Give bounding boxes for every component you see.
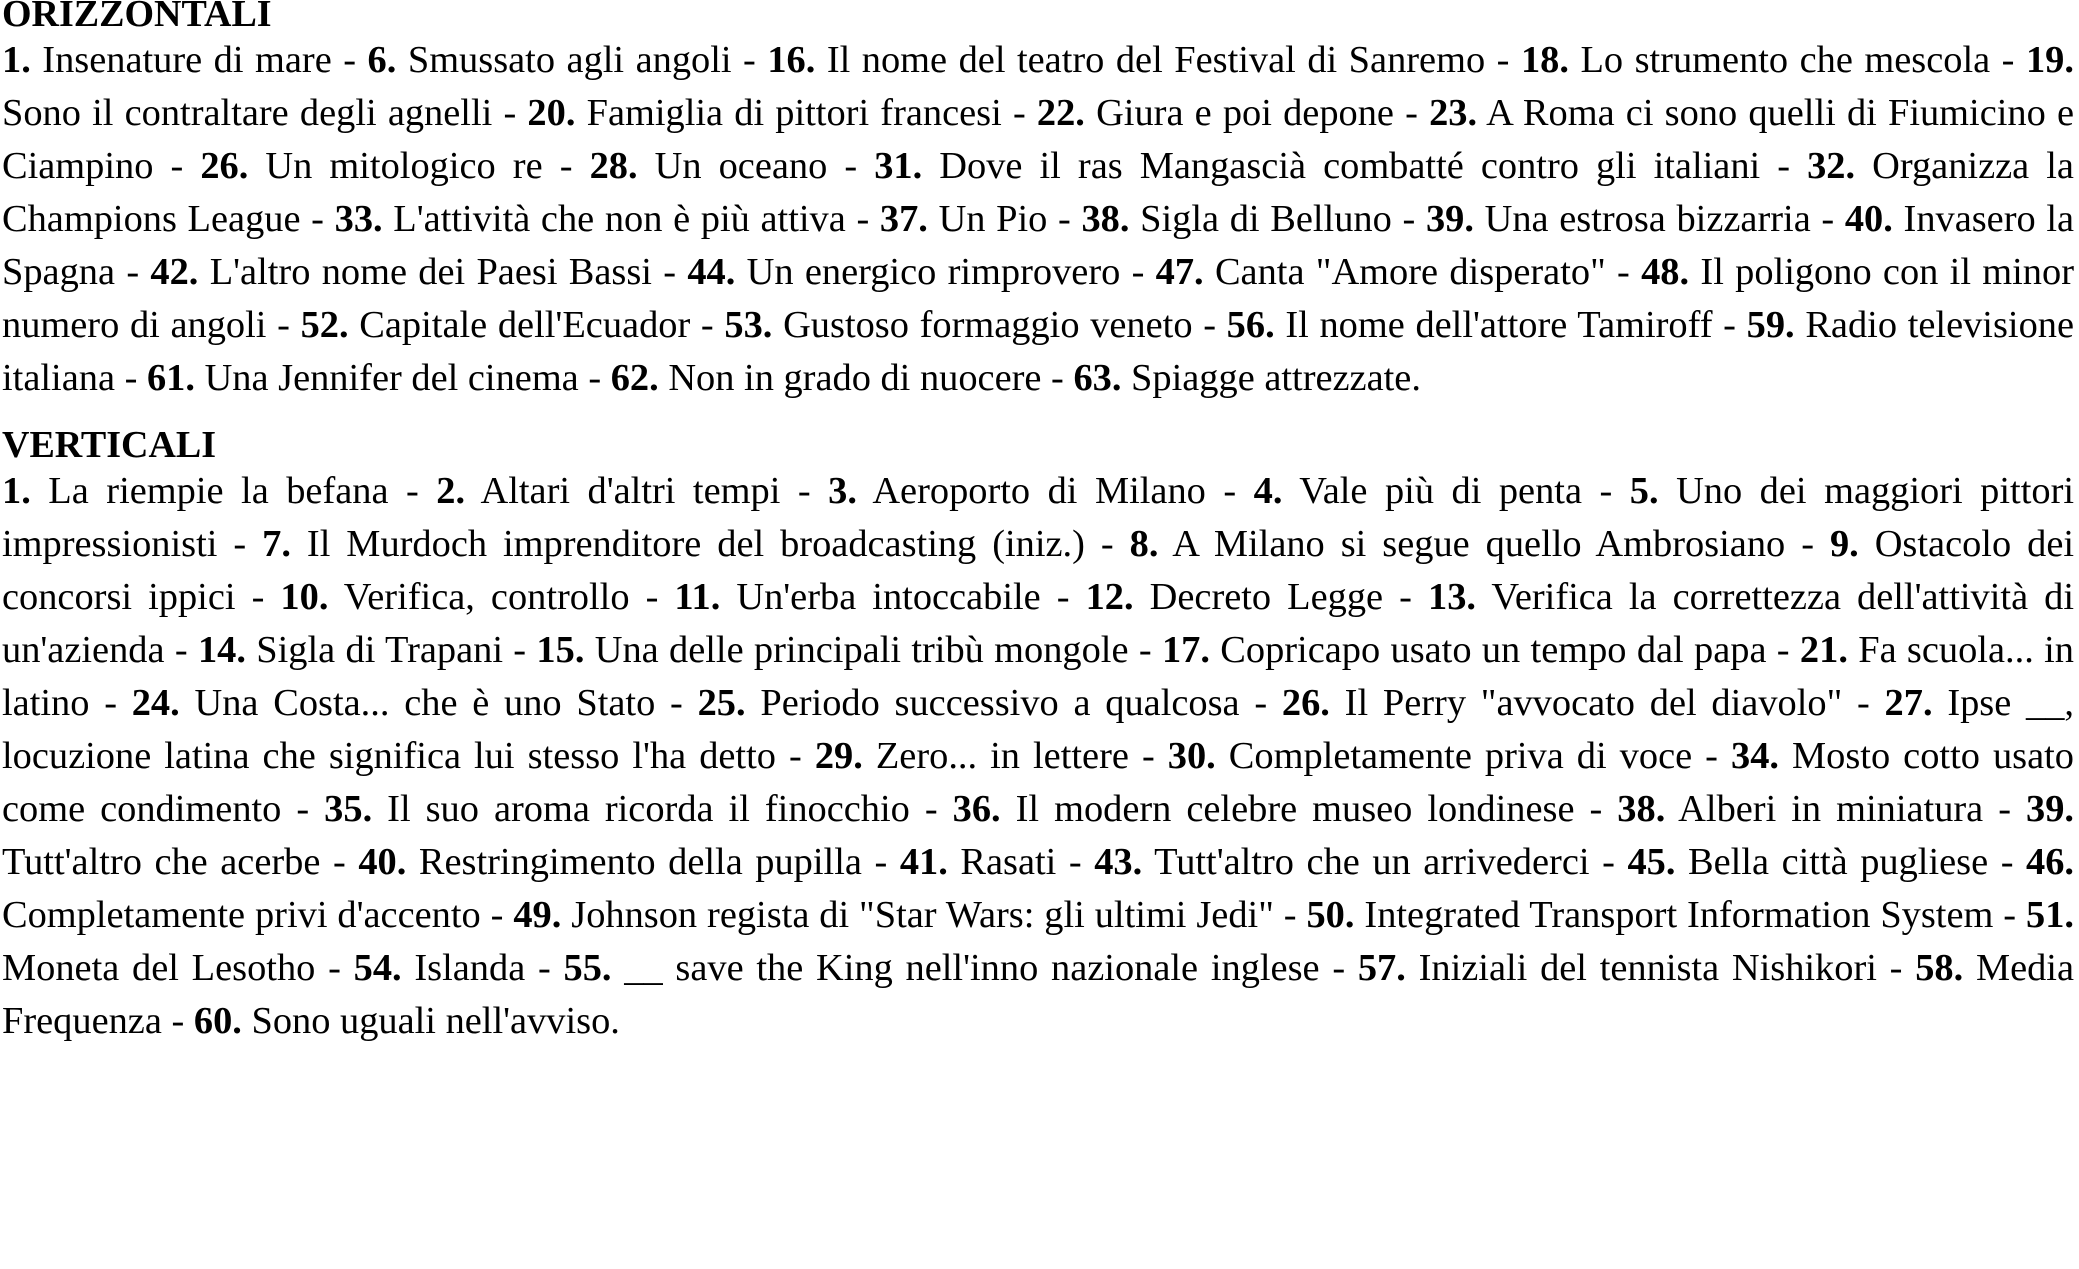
clue-item: [335, 198, 846, 240]
clue-number: 39.: [1425, 198, 1474, 240]
clue-text: Invasero la Spagna: [2, 198, 2075, 293]
clue-text: Giura e poi depone: [1096, 92, 1394, 134]
clue-item: [1627, 841, 1988, 883]
clue-text: Smussato agli angoli: [407, 39, 732, 81]
clue-number: 59.: [1746, 304, 1795, 346]
clue-number: 16.: [767, 39, 816, 81]
clue-text: Iniziali del tennista Nishikori: [1418, 947, 1877, 989]
clue-number: 52.: [300, 304, 349, 346]
clue-text: Spiagge attrezzate.: [1131, 357, 1421, 399]
clue-text: Una delle principali tribù mongole: [594, 629, 1129, 671]
clue-number: 9.: [1829, 523, 1859, 565]
clue-item: [1227, 304, 1713, 346]
clue-item: [1037, 92, 1394, 134]
clue-number: 33.: [334, 198, 383, 240]
clue-text: Copricapo usato un tempo dal papa: [1220, 629, 1767, 671]
clue-number: 21.: [1799, 629, 1848, 671]
clue-text: Dove il ras Mangascià combatté contro gli italiani: [939, 145, 1761, 187]
clue-text: Gustoso formaggio veneto: [783, 304, 1193, 346]
clue-text: Mosto cotto usato come condimento: [2, 735, 2075, 830]
clue-number: 3.: [828, 470, 857, 512]
clue-item: [874, 145, 1760, 187]
clue-text: Islanda: [414, 947, 526, 989]
clue-text: __ save the King nell'inno nazionale inglese: [624, 947, 1320, 989]
clue-item: [1073, 357, 1421, 399]
clue-text: Insenature di mare: [42, 39, 332, 81]
clue-item: [2, 39, 332, 81]
clue-number: 12.: [1085, 576, 1134, 618]
clue-text: Moneta del Lesotho: [2, 947, 316, 989]
clue-number: 62.: [610, 357, 659, 399]
clue-item: [1521, 39, 1990, 81]
clue-item: [1094, 841, 1589, 883]
clue-item: [953, 788, 1575, 830]
clue-text: Un Pio: [938, 198, 1048, 240]
clue-item: [324, 788, 910, 830]
clue-text: Lo strumento che mescola: [1580, 39, 1991, 81]
clue-text: Il nome dell'attore Tamiroff: [1285, 304, 1713, 346]
clue-text: Una Costa... che è uno Stato: [194, 682, 656, 724]
clue-number: 27.: [1884, 682, 1933, 724]
clue-text: Uno dei maggiori pittori impressionisti: [2, 470, 2075, 565]
clue-number: 26.: [200, 145, 249, 187]
clue-text: Completamente priva di voce: [1228, 735, 1693, 777]
clue-number: 4.: [1253, 470, 1283, 512]
clue-number: 31.: [874, 145, 923, 187]
clue-number: 14.: [197, 629, 246, 671]
clue-text: Ipse __, locuzione latina che significa lui stesso l'ha detto: [2, 682, 2075, 777]
clue-item: [1617, 788, 1983, 830]
clue-item: [687, 251, 1120, 293]
clue-number: 40.: [1844, 198, 1893, 240]
clue-number: 38.: [1617, 788, 1666, 830]
clue-number: 56.: [1226, 304, 1275, 346]
clue-text: Un energico rimprovero: [746, 251, 1121, 293]
clue-item: [564, 947, 1320, 989]
clue-number: 42.: [150, 251, 199, 293]
clue-text: Organizza la Champions League: [2, 145, 2074, 240]
clue-number: 5.: [1629, 470, 1659, 512]
clue-text: Un oceano: [654, 145, 828, 187]
clue-item: [1282, 682, 1842, 724]
clue-item: [880, 198, 1047, 240]
clue-text: Capitale dell'Ecuador: [359, 304, 691, 346]
clue-item: [527, 92, 1001, 134]
clue-number: 41.: [899, 841, 948, 883]
clue-text: Radio televisione italiana: [2, 304, 2075, 399]
clue-text: Sigla di Belluno: [1140, 198, 1392, 240]
clue-text: Periodo successivo a qualcosa: [760, 682, 1240, 724]
clue-text: Sono uguali nell'avviso.: [251, 1000, 620, 1042]
clue-text: Il suo aroma ricorda il finocchio: [387, 788, 910, 830]
clue-number: 26.: [1281, 682, 1330, 724]
clue-number: 6.: [367, 39, 397, 81]
clue-number: 22.: [1036, 92, 1085, 134]
clue-text: Bella città pugliese: [1688, 841, 1989, 883]
clue-item: [828, 470, 1206, 512]
clue-text: Tutt'altro che acerbe: [2, 841, 321, 883]
clue-number: 47.: [1155, 251, 1204, 293]
clue-number: 39.: [2026, 788, 2074, 830]
clue-item: [2, 470, 389, 512]
heading-orizzontali: ORIZZONTALI: [2, 0, 272, 35]
clue-item: [1086, 576, 1384, 618]
clue-text: Famiglia di pittori francesi: [586, 92, 1002, 134]
clue-number: 25.: [697, 682, 746, 724]
clue-number: 63.: [1073, 357, 1122, 399]
clue-text: La riempie la befana: [48, 470, 389, 512]
clue-item: [1168, 735, 1692, 777]
clue-number: 35.: [324, 788, 373, 830]
clue-item: [590, 145, 828, 187]
clue-number: 7.: [262, 523, 291, 565]
clue-number: 19.: [2025, 39, 2074, 81]
clue-item: [198, 629, 503, 671]
clue-text: Altari d'altri tempi: [480, 470, 781, 512]
heading-verticali: VERTICALI: [2, 424, 217, 466]
clue-number: 23.: [1429, 92, 1478, 134]
clue-text: Verifica, controllo: [343, 576, 630, 618]
clue-number: 28.: [589, 145, 638, 187]
clue-text: Alberi in miniatura: [1678, 788, 1984, 830]
clue-number: 10.: [280, 576, 329, 618]
clue-number: 32.: [1807, 145, 1856, 187]
clue-text: Completamente privi d'accento: [2, 894, 481, 936]
clue-text: Non in grado di nuocere: [668, 357, 1042, 399]
clue-text: Una estrosa bizzarria: [1484, 198, 1811, 240]
clue-text: Zero... in lettere: [875, 735, 1129, 777]
clue-item: [194, 1000, 620, 1042]
clue-text: Tutt'altro che un arrivederci: [1154, 841, 1590, 883]
clue-number: 18.: [1520, 39, 1569, 81]
clue-item: [132, 682, 656, 724]
clue-item: [1306, 894, 1993, 936]
clue-text: Il poligono con il minor numero di angoli: [2, 251, 2074, 346]
clue-text: Ostacolo dei concorsi ippici: [2, 523, 2075, 618]
clue-number: 48.: [1641, 251, 1690, 293]
clue-number: 61.: [146, 357, 195, 399]
clue-text: Aeroporto di Milano: [872, 470, 1206, 512]
clue-number: 58.: [1915, 947, 1964, 989]
clue-number: 37.: [879, 198, 928, 240]
clue-text: Rasati: [960, 841, 1057, 883]
clue-number: 38.: [1081, 198, 1130, 240]
clue-text: Integrated Transport Information System: [1364, 894, 1994, 936]
clue-text: Vale più di penta: [1299, 470, 1582, 512]
clue-item: [900, 841, 1057, 883]
clue-item: [280, 576, 629, 618]
clue-number: 13.: [1428, 576, 1476, 618]
clue-number: 36.: [952, 788, 1001, 830]
clue-number: 50.: [1306, 894, 1355, 936]
clue-text: Un mitologico re: [265, 145, 543, 187]
clue-item: [200, 145, 542, 187]
clue-number: 29.: [814, 735, 863, 777]
clue-item: [368, 39, 732, 81]
clue-number: 60.: [193, 1000, 242, 1042]
clue-number: 24.: [131, 682, 180, 724]
clues-verticali: 1. La riempie la befana - 2. Altari d'altri tempi - 3. Aeroporto di Milano - 4. Vale più di penta - 5. Uno dei maggiori pittori impressionisti - 7. Il Murdoch imprenditore del broadcasting (iniz.) - 8. A Milano si segue quello Ambrosiano - 9. Ostacolo dei concorsi ippici - 10. Verifica, controllo - 11. Un'erba intoccabile - 12. Decreto Legge - 13. Verifica la correttezza dell'attività di un'azienda - 14. Sigla di Trapani - 15. Una delle principali tribù mongole - 17. Copricapo usato un tempo dal papa - 21. Fa scuola... in latino - 24. Una Costa... che è uno Stato - 25. Periodo successivo a qualcosa - 26. Il Perry "avvocato del diavolo" - 27. Ipse __, locuzione latina che significa lui stesso l'ha detto - 29. Zero... in lettere - 30. Completamente priva di voce - 34. Mosto cotto usato come condimento - 35. Il suo aroma ricorda il finocchio - 36. Il modern celebre museo londinese - 38. Alberi in miniatura - 39. Tutt'altro che acerbe - 40. Restringimento della pupilla - 41. Rasati - 43. Tutt'altro che un arrivederci - 45. Bella città pugliese - 46. Completamente privi d'accento - 49. Johnson regista di "Star Wars: gli ultimi Jedi" - 50. Integrated Transport Information System - 51. Moneta del Lesotho - 54. Islanda - 55. __ save the King nell'inno nazionale inglese - 57. Iniziali del tennista Nishikori - 58. Media Frequenza - 60. Sono uguali nell'avviso.: [2, 470, 2075, 1042]
clue-item: [674, 576, 1040, 618]
clue-text: Il Murdoch imprenditore del broadcasting (iniz.): [306, 523, 1085, 565]
clue-item: [262, 523, 1085, 565]
clue-item: [1358, 947, 1877, 989]
clue-text: Il Perry "avvocato del diavolo": [1344, 682, 1843, 724]
clue-number: 20.: [527, 92, 576, 134]
clue-number: 45.: [1627, 841, 1676, 883]
clue-item: [436, 470, 780, 512]
clue-text: Decreto Legge: [1149, 576, 1384, 618]
clue-text: Il modern celebre museo londinese: [1015, 788, 1575, 830]
clue-text: Una Jennifer del cinema: [204, 357, 579, 399]
clue-text: Un'erba intoccabile: [736, 576, 1041, 618]
clue-text: Fa scuola... in latino: [2, 629, 2074, 724]
clue-item: [147, 357, 579, 399]
clue-number: 46.: [2026, 841, 2075, 883]
clue-number: 11.: [674, 576, 721, 618]
clue-text: Restringimento della pupilla: [418, 841, 862, 883]
clue-text: L'altro nome dei Paesi Bassi: [209, 251, 652, 293]
clues-orizzontali: 1. Insenature di mare - 6. Smussato agli angoli - 16. Il nome del teatro del Festival di Sanremo - 18. Lo strumento che mescola - 19. Sono il contraltare degli agnelli - 20. Famiglia di pittori francesi - 22. Giura e poi depone - 23. A Roma ci sono quelli di Fiumicino e Ciampino - 26. Un mitologico re - 28. Un oceano - 31. Dove il ras Mangascià combatté contro gli italiani - 32. Organizza la Champions League - 33. L'attività che non è più attiva - 37. Un Pio - 38. Sigla di Belluno - 39. Una estrosa bizzarria - 40. Invasero la Spagna - 42. L'altro nome dei Paesi Bassi - 44. Un energico rimprovero - 47. Canta "Amore disperato" - 48. Il poligono con il minor numero di angoli - 52. Capitale dell'Ecuador - 53. Gustoso formaggio veneto - 56. Il nome dell'attore Tamiroff - 59. Radio televisione italiana - 61. Una Jennifer del cinema - 62. Non in grado di nuocere - 63. Spiagge attrezzate.: [2, 39, 2075, 399]
clue-item: [354, 947, 526, 989]
clue-item: [1156, 251, 1606, 293]
clue-text: L'attività che non è più attiva: [393, 198, 846, 240]
clue-number: 44.: [687, 251, 736, 293]
clue-item: [513, 894, 1274, 936]
clue-item: [1254, 470, 1582, 512]
clue-item: [611, 357, 1042, 399]
clue-number: 1.: [2, 470, 31, 512]
clue-number: 49.: [513, 894, 562, 936]
clue-number: 57.: [1357, 947, 1406, 989]
crossword-clues-document: [2, 0, 2074, 1048]
clue-text: A Roma ci sono quelli di Fiumicino e Ciampino: [2, 92, 2075, 187]
clue-item: [150, 251, 652, 293]
clue-number: 43.: [1094, 841, 1143, 883]
clue-item: [767, 39, 1485, 81]
clue-text: A Milano si segue quello Ambrosiano: [1172, 523, 1786, 565]
clue-number: 55.: [563, 947, 612, 989]
clue-text: Canta "Amore disperato": [1214, 251, 1606, 293]
clue-text: Sigla di Trapani: [256, 629, 503, 671]
clue-text: Sono il contraltare degli agnelli: [2, 92, 493, 134]
clue-item: [1162, 629, 1767, 671]
clue-item: [724, 304, 1192, 346]
clue-number: 15.: [536, 629, 585, 671]
clue-number: 8.: [1129, 523, 1159, 565]
clue-item: [698, 682, 1240, 724]
clue-text: Media Frequenza: [2, 947, 2075, 1042]
clue-number: 2.: [436, 470, 466, 512]
clue-number: 17.: [1161, 629, 1210, 671]
clue-number: 51.: [2026, 894, 2074, 936]
clue-item: [815, 735, 1129, 777]
clue-number: 54.: [353, 947, 402, 989]
clue-item: [301, 304, 691, 346]
clue-item: [1426, 198, 1811, 240]
clue-item: [536, 629, 1128, 671]
clue-text: Johnson regista di "Star Wars: gli ultimi Jedi": [571, 894, 1274, 936]
clue-number: 1.: [2, 39, 31, 81]
clue-number: 30.: [1167, 735, 1216, 777]
clue-item: [1130, 523, 1786, 565]
clue-item: [1081, 198, 1391, 240]
clue-item: [358, 841, 862, 883]
clue-number: 53.: [724, 304, 773, 346]
clue-text: Il nome del teatro del Festival di Sanremo: [826, 39, 1486, 81]
clue-number: 40.: [358, 841, 407, 883]
clue-number: 34.: [1731, 735, 1779, 777]
clue-text: Verifica la correttezza dell'attività di un'azienda: [2, 576, 2075, 671]
